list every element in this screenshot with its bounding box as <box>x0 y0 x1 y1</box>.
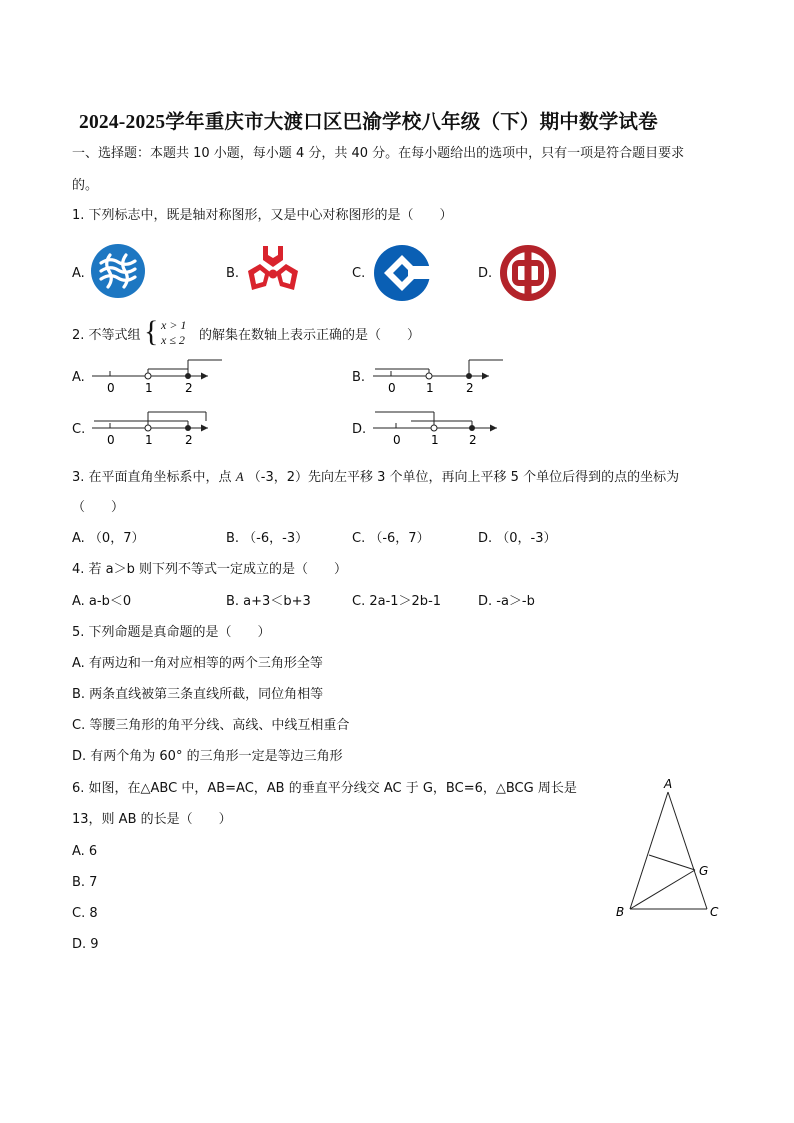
q2-option-c-number-line <box>90 407 230 447</box>
page-title: 2024-2025学年重庆市大渡口区巴渝学校八年级（下）期中数学试卷 <box>79 112 658 133</box>
tick-label: 1 <box>431 433 439 447</box>
q2-option-d-label: D. <box>352 422 367 437</box>
point-g-label: G <box>699 864 709 878</box>
tick-label: 0 <box>393 433 401 447</box>
vertex-a-label: A <box>664 777 673 791</box>
q6-stem-line1: 6. 如图，在△ABC 中，AB=AC，AB 的垂直平分线交 AC 于 G，BC=6，△BCG 周长是 <box>72 781 577 796</box>
tick-label: 2 <box>185 381 193 395</box>
q2-option-a-number-line <box>90 355 230 395</box>
q6-option-a: A. 6 <box>72 844 98 859</box>
q3-point-label: A <box>235 469 244 484</box>
tick-label: 2 <box>466 381 474 395</box>
three-chevron-logo-icon <box>246 244 300 296</box>
vertex-c-label: C <box>710 905 719 919</box>
tick-label: 2 <box>185 433 193 447</box>
section-instructions-line1: 一、选择题：本题共 10 小题，每小题 4 分，共 40 分。在每小题给出的选项中，只有一项是符合题目要求 <box>72 146 685 161</box>
q6-option-d: D. 9 <box>72 937 99 952</box>
segment-bg <box>630 870 695 909</box>
q5-option-d: D. 有两个角为 60° 的三角形一定是等边三角形 <box>72 749 343 764</box>
q6-stem-line2: 13，则 AB 的长是（ ） <box>72 812 232 827</box>
left-brace-icon: { <box>144 315 159 348</box>
q2-system-row1: x > 1 <box>161 318 187 332</box>
q5-stem: 5. 下列命题是真命题的是（ ） <box>72 625 271 640</box>
q5-option-b: B. 两条直线被第三条直线所截，同位角相等 <box>72 687 324 702</box>
q3-stem-post: （-3，2）先向左平移 3 个单位，再向上平移 5 个单位后得到的点的坐标为 <box>247 470 680 485</box>
section-instructions-line2: 的。 <box>72 178 99 193</box>
q2-option-a-label: A. <box>72 370 85 385</box>
q3-stem-line1 <box>72 469 679 486</box>
tick-label: 2 <box>469 433 477 447</box>
tick-label: 1 <box>145 433 153 447</box>
q2-system-row2: x ≤ 2 <box>161 333 185 347</box>
q4-option-a: A. a-b＜0 <box>72 594 132 609</box>
q5-option-a: A. 有两边和一角对应相等的两个三角形全等 <box>72 656 323 671</box>
q2-option-b-label: B. <box>352 370 366 385</box>
perpendicular-bisector <box>649 855 695 870</box>
q1-stem: 1. 下列标志中，既是轴对称图形，又是中心对称图形的是（ ） <box>72 208 453 223</box>
q3-stem-pre: 3. 在平面直角坐标系中，点 <box>72 470 232 485</box>
q6-triangle-figure <box>610 775 730 925</box>
tick-label: 0 <box>107 433 115 447</box>
side-ab <box>630 792 668 909</box>
side-ac <box>668 792 707 909</box>
q2-stem-prefix: 2. 不等式组 <box>72 328 141 343</box>
tick-label: 1 <box>145 381 153 395</box>
q5-option-c: C. 等腰三角形的角平分线、高线、中线互相重合 <box>72 718 350 733</box>
china-mobile-logo-icon <box>90 243 146 299</box>
tick-label: 0 <box>107 381 115 395</box>
q3-stem-line2: （ ） <box>72 500 125 515</box>
q6-option-b: B. 7 <box>72 875 98 890</box>
bank-of-china-logo-icon <box>499 244 557 302</box>
q2-option-c-label: C. <box>72 422 86 437</box>
q6-option-c: C. 8 <box>72 906 98 921</box>
tick-label: 0 <box>388 381 396 395</box>
q3-option-a: A. （0，7） <box>72 531 145 546</box>
vertex-b-label: B <box>616 905 625 919</box>
q1-option-a-label: A. <box>72 266 85 281</box>
q4-option-d: D. -a＞-b <box>478 594 535 609</box>
construction-bank-logo-icon <box>373 244 431 302</box>
q2-option-b-number-line <box>371 355 511 395</box>
q4-option-b: B. a+3＜b+3 <box>226 594 311 609</box>
q4-option-c: C. 2a-1＞2b-1 <box>352 594 442 609</box>
q2-option-d-number-line <box>371 407 511 447</box>
q3-option-d: D. （0，-3） <box>478 531 557 546</box>
q4-stem: 4. 若 a＞b 则下列不等式一定成立的是（ ） <box>72 562 348 577</box>
q2-stem-suffix: 的解集在数轴上表示正确的是（ ） <box>199 328 421 343</box>
tick-label: 1 <box>426 381 434 395</box>
q3-option-b: B. （-6，-3） <box>226 531 309 546</box>
q1-option-d-label: D. <box>478 266 493 281</box>
q1-option-c-label: C. <box>352 266 366 281</box>
q1-option-b-label: B. <box>226 266 240 281</box>
q3-option-c: C. （-6，7） <box>352 531 430 546</box>
